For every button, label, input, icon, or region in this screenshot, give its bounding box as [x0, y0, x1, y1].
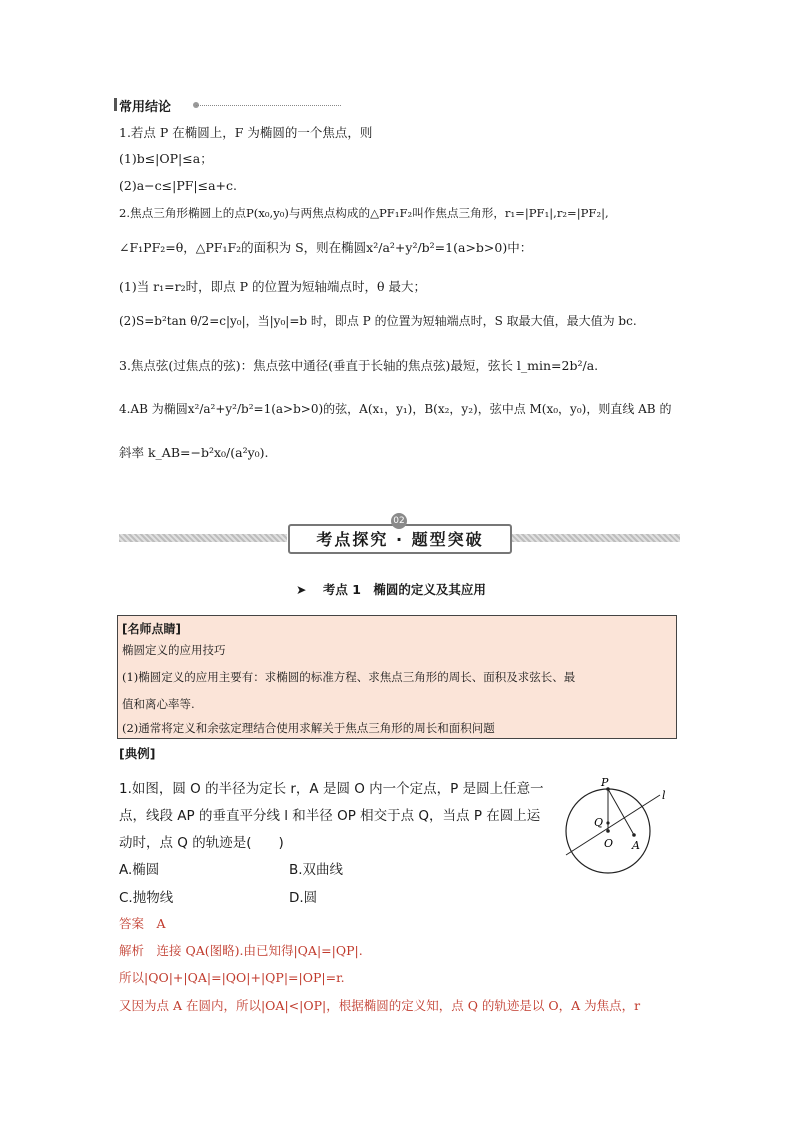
conclusion-2c: (1)当 r₁=r₂时，即点 P 的位置为短轴端点时，θ 最大；	[119, 279, 426, 294]
label-o: O	[604, 837, 614, 850]
conclusion-2: 2.焦点三角形椭圆上的点P(x₀,y₀)与两焦点构成的△PF₁F₂叫作焦点三角形，r₁=|PF₁|,r₂=|PF₂|,	[119, 206, 609, 220]
circle-figure	[556, 775, 676, 880]
kaodian-heading	[296, 580, 486, 598]
title-rule	[196, 105, 341, 106]
point-a	[632, 833, 636, 837]
question-line-3: 动时，点 Q 的轨迹是( )	[119, 835, 284, 851]
tip-box	[117, 615, 677, 739]
banner-stripe-left	[119, 534, 287, 542]
tip-line-3: 值和离心率等.	[122, 697, 195, 711]
conclusion-4: 4.AB 为椭圆x²/a²+y²/b²=1(a>b>0)的弦，A(x₁，y₁)，B(x₂，y₂)，弦中点 M(x₀，y₀)，则直线 AB 的	[119, 402, 672, 416]
conclusion-2d: (2)S=b²tan θ/2=c|y₀|，当|y₀|=b 时，即点 P 的位置为短轴端点时，S 取最大值，最大值为 bc.	[119, 314, 637, 328]
label-q: Q	[594, 816, 604, 829]
point-o	[606, 829, 610, 833]
tip-line-4: (2)通常将定义和余弦定理结合使用求解关于焦点三角形的周长和面积问题	[122, 721, 495, 735]
label-l: l	[662, 789, 666, 802]
option-b: B.双曲线	[289, 862, 344, 878]
explanation-line-3: 又因为点 A 在圆内，所以|OA|<|OP|，根据椭圆的定义知，点 Q 的轨迹是以 O，A 为焦点，r	[119, 998, 641, 1013]
conclusion-4b: 斜率 k_AB=−b²x₀/(a²y₀).	[119, 445, 269, 460]
tip-line-2: (1)椭圆定义的应用主要有：求椭圆的标准方程、求焦点三角形的周长、面积及求弦长、最	[122, 670, 576, 684]
banner-number-badge: 02	[391, 513, 407, 529]
conclusion-1: 1.若点 P 在椭圆上，F 为椭圆的一个焦点，则	[119, 125, 373, 140]
conclusion-3: 3.焦点弦(过焦点的弦)：焦点弦中通径(垂直于长轴的焦点弦)最短，弦长 l_min=2b²/a.	[119, 358, 599, 373]
example-heading: [典例]	[119, 746, 156, 761]
option-a: A.椭圆	[119, 862, 160, 878]
tip-heading: [名师点睛]	[122, 622, 181, 636]
arrow-icon: ➤	[296, 582, 307, 597]
question-line-2: 点，线段 AP 的垂直平分线 l 和半径 OP 相交于点 Q，当点 P 在圆上运	[119, 808, 541, 824]
explanation-line-1: 解析 连接 QA(图略).由已知得|QA|=|QP|.	[119, 943, 363, 958]
banner-title: 考点探究 · 题型突破	[288, 524, 512, 554]
banner-stripe-right	[512, 534, 680, 542]
kaodian-title: 考点 1 椭圆的定义及其应用	[322, 582, 486, 597]
conclusion-1a: (1)b≤|OP|≤a；	[119, 151, 213, 166]
label-a: A	[632, 839, 640, 852]
answer-line: 答案 A	[119, 916, 166, 931]
explanation-line-2: 所以|QO|+|QA|=|QO|+|QP|=|OP|=r.	[119, 970, 345, 985]
question-line-1: 1.如图，圆 O 的半径为定长 r，A 是圆 O 内一个定点，P 是圆上任意一	[119, 781, 544, 797]
option-d: D.圆	[289, 890, 318, 906]
point-q	[606, 821, 609, 824]
tip-line-1: 椭圆定义的应用技巧	[122, 643, 226, 657]
conclusion-2b: ∠F₁PF₂=θ，△PF₁F₂的面积为 S，则在椭圆x²/a²+y²/b²=1(a>b>0)中：	[119, 240, 533, 255]
label-p: P	[601, 776, 609, 789]
section-title: 常用结论	[119, 96, 171, 115]
option-c: C.抛物线	[119, 890, 174, 906]
conclusion-1b: (2)a−c≤|PF|≤a+c.	[119, 178, 237, 193]
